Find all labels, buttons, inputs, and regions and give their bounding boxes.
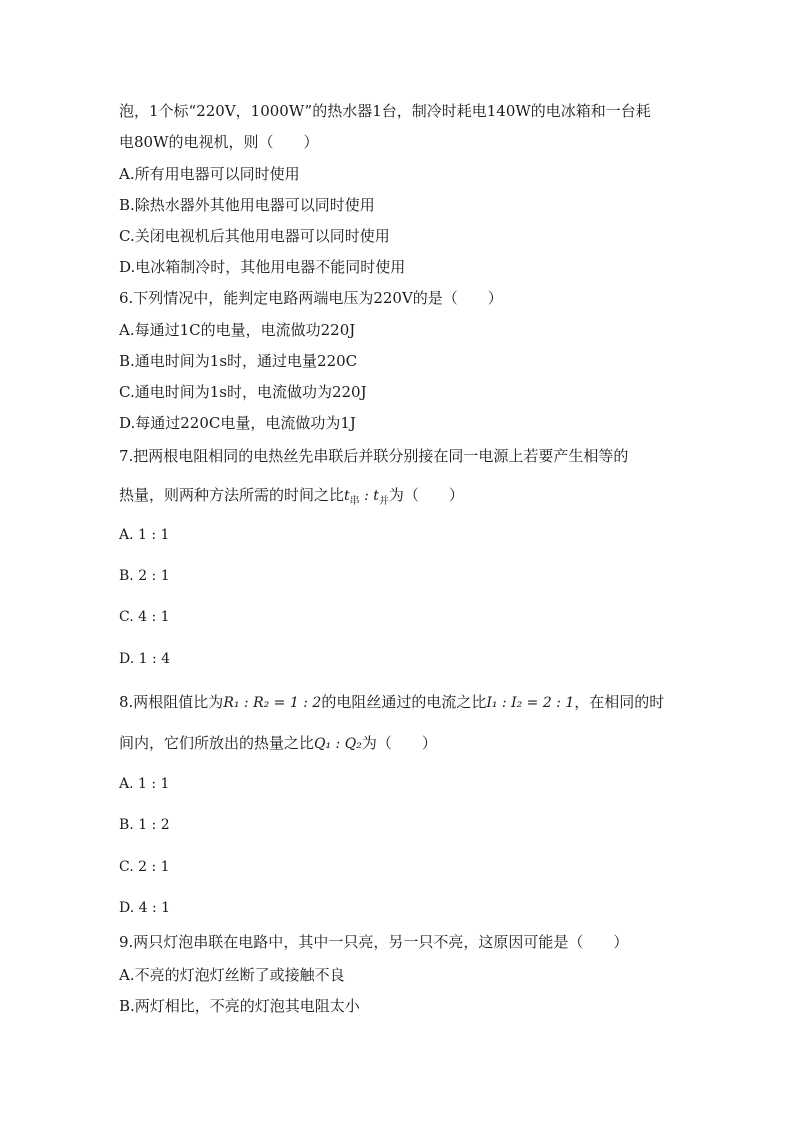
q6-stem: 6.下列情况中，能判定电路两端电压为220V的是（ ） — [119, 289, 503, 307]
q6-option-b: B.通电时间为1s时，通过电量220C — [119, 352, 358, 370]
q7-stem-text: 热量，则两种方法所需的时间之比 — [119, 486, 345, 504]
q9-option-b: B.两灯相比，不亮的灯泡其电阻太小 — [119, 997, 360, 1015]
q9-option-a: A.不亮的灯泡灯丝断了或接触不良 — [119, 966, 345, 984]
q6-option-d: D.每通过220C电量，电流做功为1J — [119, 414, 356, 432]
q6-option-c: C.通电时间为1s时，电流做功为220J — [119, 383, 367, 401]
q8-option-c: C. 2 : 1 — [119, 859, 170, 875]
q8-option-a: A. 1 : 1 — [119, 776, 170, 792]
q8-resistance-ratio: R₁ : R₂ = 1 : 2 — [223, 695, 322, 711]
q7-stem-line1: 7.把两根电阻相同的电热丝先串联后并联分别接在同一电源上若要产生相等的 — [119, 447, 629, 465]
q5-stem-line2: 电80W的电视机，则（ ） — [119, 133, 319, 151]
q5-option-c: C.关闭电视机后其他用电器可以同时使用 — [119, 227, 390, 245]
q8-option-b: B. 1 : 2 — [119, 817, 170, 833]
q7-stem-line2 — [119, 485, 464, 512]
q8-option-d: D. 4 : 1 — [119, 900, 171, 916]
q8-stem-line1: 8.两根阻值比为R₁ : R₂ = 1 : 2的电阻丝通过的电流之比I₁ : I₂ = 2 : 1，在相同的时 — [119, 693, 665, 711]
q5-option-b: B.除热水器外其他用电器可以同时使用 — [119, 196, 375, 214]
q5-stem-line1: 泡，1个标“220V，1000W”的热水器1台，制冷时耗电140W的电冰箱和一台耗 — [119, 102, 651, 120]
q6-option-a: A.每通过1C的电量，电流做功220J — [119, 321, 356, 339]
q7-time-ratio: $t_串$ : $t_并$ — [344, 488, 389, 507]
q7-option-b: B. 2 : 1 — [119, 568, 170, 584]
q7-option-a: A. 1 : 1 — [119, 527, 170, 543]
q8-heat-ratio: Q₁ : Q₂ — [314, 736, 362, 752]
q7-option-d: D. 1 : 4 — [119, 651, 171, 667]
q8-stem-line2: 间内，它们所放出的热量之比Q₁ : Q₂为（ ） — [119, 734, 437, 752]
q5-option-a: A.所有用电器可以同时使用 — [119, 165, 300, 183]
q8-current-ratio: I₁ : I₂ = 2 : 1 — [486, 695, 575, 711]
q9-stem: 9.两只灯泡串联在电路中，其中一只亮，另一只不亮，这原因可能是（ ） — [119, 933, 629, 951]
q7-option-c: C. 4 : 1 — [119, 609, 170, 625]
q7-stem-tail: 为（ ） — [388, 486, 464, 504]
q5-option-d: D.电冰箱制冷时，其他用电器不能同时使用 — [119, 258, 406, 276]
